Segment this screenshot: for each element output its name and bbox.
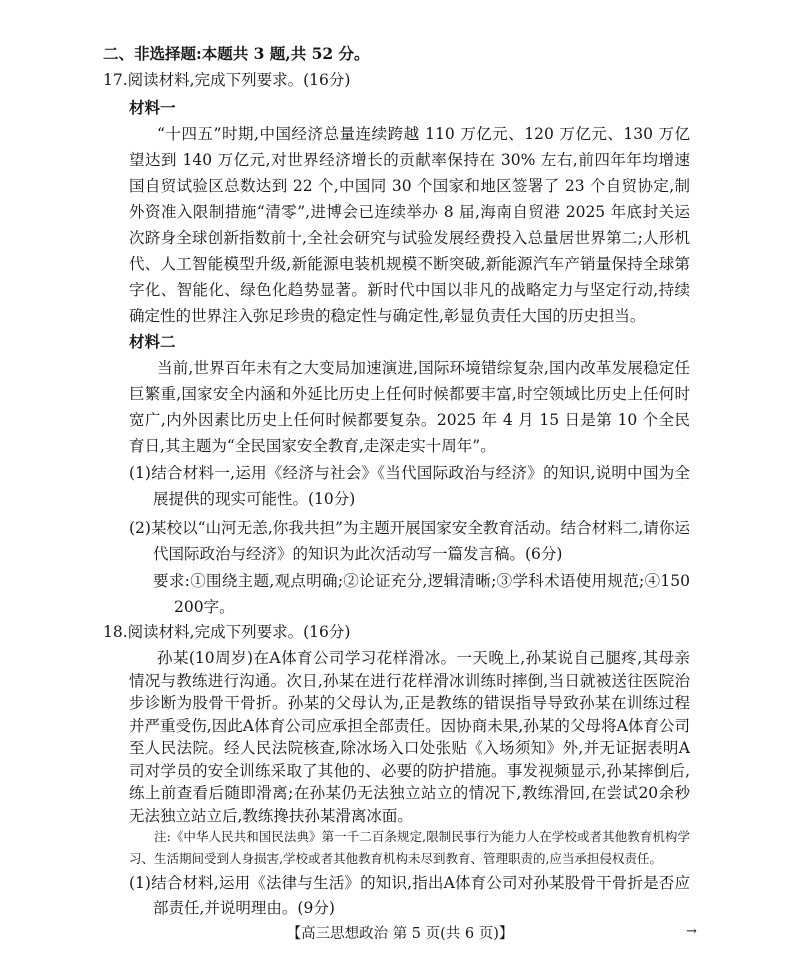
q18-material-line: 孙某(10周岁)在A体育公司学习花样滑冰。一天晚上,孙某说自己腿疼,其母亲 — [157, 649, 690, 667]
q17-question-2-cont: 代国际政治与经济》的知识为此次活动写一篇发言稿。(6分) — [153, 545, 563, 563]
q18-material-line: 练上前查看后随即滑离;在孙某仍无法独立站立的情况下,教练滑回,在尝试20余秒 — [129, 784, 690, 802]
section-title: 二、非选择题:本题共 3 题,共 52 分。 — [103, 44, 370, 63]
q17-material1-line: 次跻身全球创新指数前十,全社会研究与试验发展经费投入总量居世界第二;人形机 — [129, 229, 690, 247]
q18-material-line: 无法独立站立后,教练搀扶孙某滑离冰面。 — [129, 806, 413, 825]
q17-material1-line: 外资准入限制措施“清零”,进博会已连续举办 8 届,海南自贸港 2025 年底封关运 — [129, 203, 690, 221]
q18-material-line: 司对学员的安全训练采取了其他的、必要的防护措施。事发视频显示,孙某摔倒后, — [129, 761, 690, 780]
q18-note-cont: 习、生活期间受到人身损害,学校或者其他教育机构未尽到教育、管理职责的,应当承担侵权责任。 — [129, 851, 662, 866]
q18-question-1-cont: 部责任,并说明理由。(9分) — [153, 899, 335, 917]
q17-question-2: (2)某校以“山河无恙,你我共担”为主题开展国家安全教育活动。结合材料二,请你运 — [129, 519, 690, 537]
q18-question-1: (1)结合材料,运用《法律与生活》的知识,指出A体育公司对孙某股骨干骨折是否应 — [129, 874, 690, 892]
q17-material1-line: 确定性的世界注入弥足珍贵的稳定性与确定性,彰显负责任大国的历史担当。 — [129, 307, 646, 325]
q17-material1-line: 字化、智能化、绿色化趋势显著。新时代中国以非凡的战略定力与坚定行动,持续 — [129, 281, 690, 299]
q18-material-line: 并严重受伤,因此A体育公司应承担全部责任。因协商未果,孙某的父母将A体育公司 — [129, 716, 690, 735]
q17-requirements-cont: 200字。 — [174, 598, 235, 616]
q17-material1-line: 望达到 140 万亿元,对世界经济增长的贡献率保持在 30% 左右,前四年年均增速 — [129, 151, 690, 169]
q17-question-1: (1)结合材料一,运用《经济与社会》《当代国际政治与经济》的知识,说明中国为全 — [129, 464, 690, 482]
q17-material2-line: 育日,其主题为“全民国家安全教育,走深走实十周年”。 — [129, 437, 496, 455]
q17-material2-label: 材料二 — [129, 332, 176, 351]
q17-material2-line: 巨繁重,国家安全内涵和外延比历史上任何时候都要丰富,时空领域比历史上任何时 — [129, 385, 690, 403]
q17-material1-line: 代、人工智能模型升级,新能源电装机规模不断突破,新能源汽车产销量保持全球第 — [129, 255, 690, 273]
page-footer: 【高三思想政治 第 5 页(共 6 页)】 — [286, 926, 514, 942]
q17-question-1-cont: 展提供的现实可能性。(10分) — [153, 490, 356, 508]
q18-title: 18.阅读材料,完成下列要求。(16分) — [103, 623, 351, 641]
q18-material-line: 至人民法院。经人民法院核查,除冰场入口处张贴《入场须知》外,并无证据表明A — [129, 739, 690, 757]
q17-requirements: 要求:①围绕主题,观点明确;②论证充分,逻辑清晰;③学科术语使用规范;④150 — [153, 572, 690, 590]
q18-material-line: 步诊断为股骨干骨折。孙某的父母认为,正是教练的错误指导导致孙某在训练过程 — [129, 694, 690, 712]
q17-material2-line: 宽广,内外因素比历史上任何时候都要复杂。2025 年 4 月 15 日是第 10 个全民 — [129, 411, 690, 429]
q17-material1-line: 国自贸试验区总数达到 22 个,中国同 30 个国家和地区签署了 23 个自贸协定,制 — [129, 177, 690, 195]
q17-material1-label: 材料一 — [129, 98, 176, 117]
q17-material2-line: 当前,世界百年未有之大变局加速演进,国际环境错综复杂,国内改革发展稳定任 — [157, 359, 690, 377]
q18-note: 注:《中华人民共和国民法典》第一千二百条规定,限制民事行为能力人在学校或者其他教育机构学 — [154, 829, 690, 844]
corner-arrow-mark: → — [686, 924, 697, 939]
q17-material1-line: “十四五”时期,中国经济总量连续跨越 110 万亿元、120 万亿元、130 万亿 — [157, 125, 690, 143]
q18-material-line: 情况与教练进行沟通。次日,孙某在进行花样滑冰训练时摔倒,当日就被送往医院治 — [129, 671, 690, 690]
q17-title: 17.阅读材料,完成下列要求。(16分) — [103, 71, 351, 89]
